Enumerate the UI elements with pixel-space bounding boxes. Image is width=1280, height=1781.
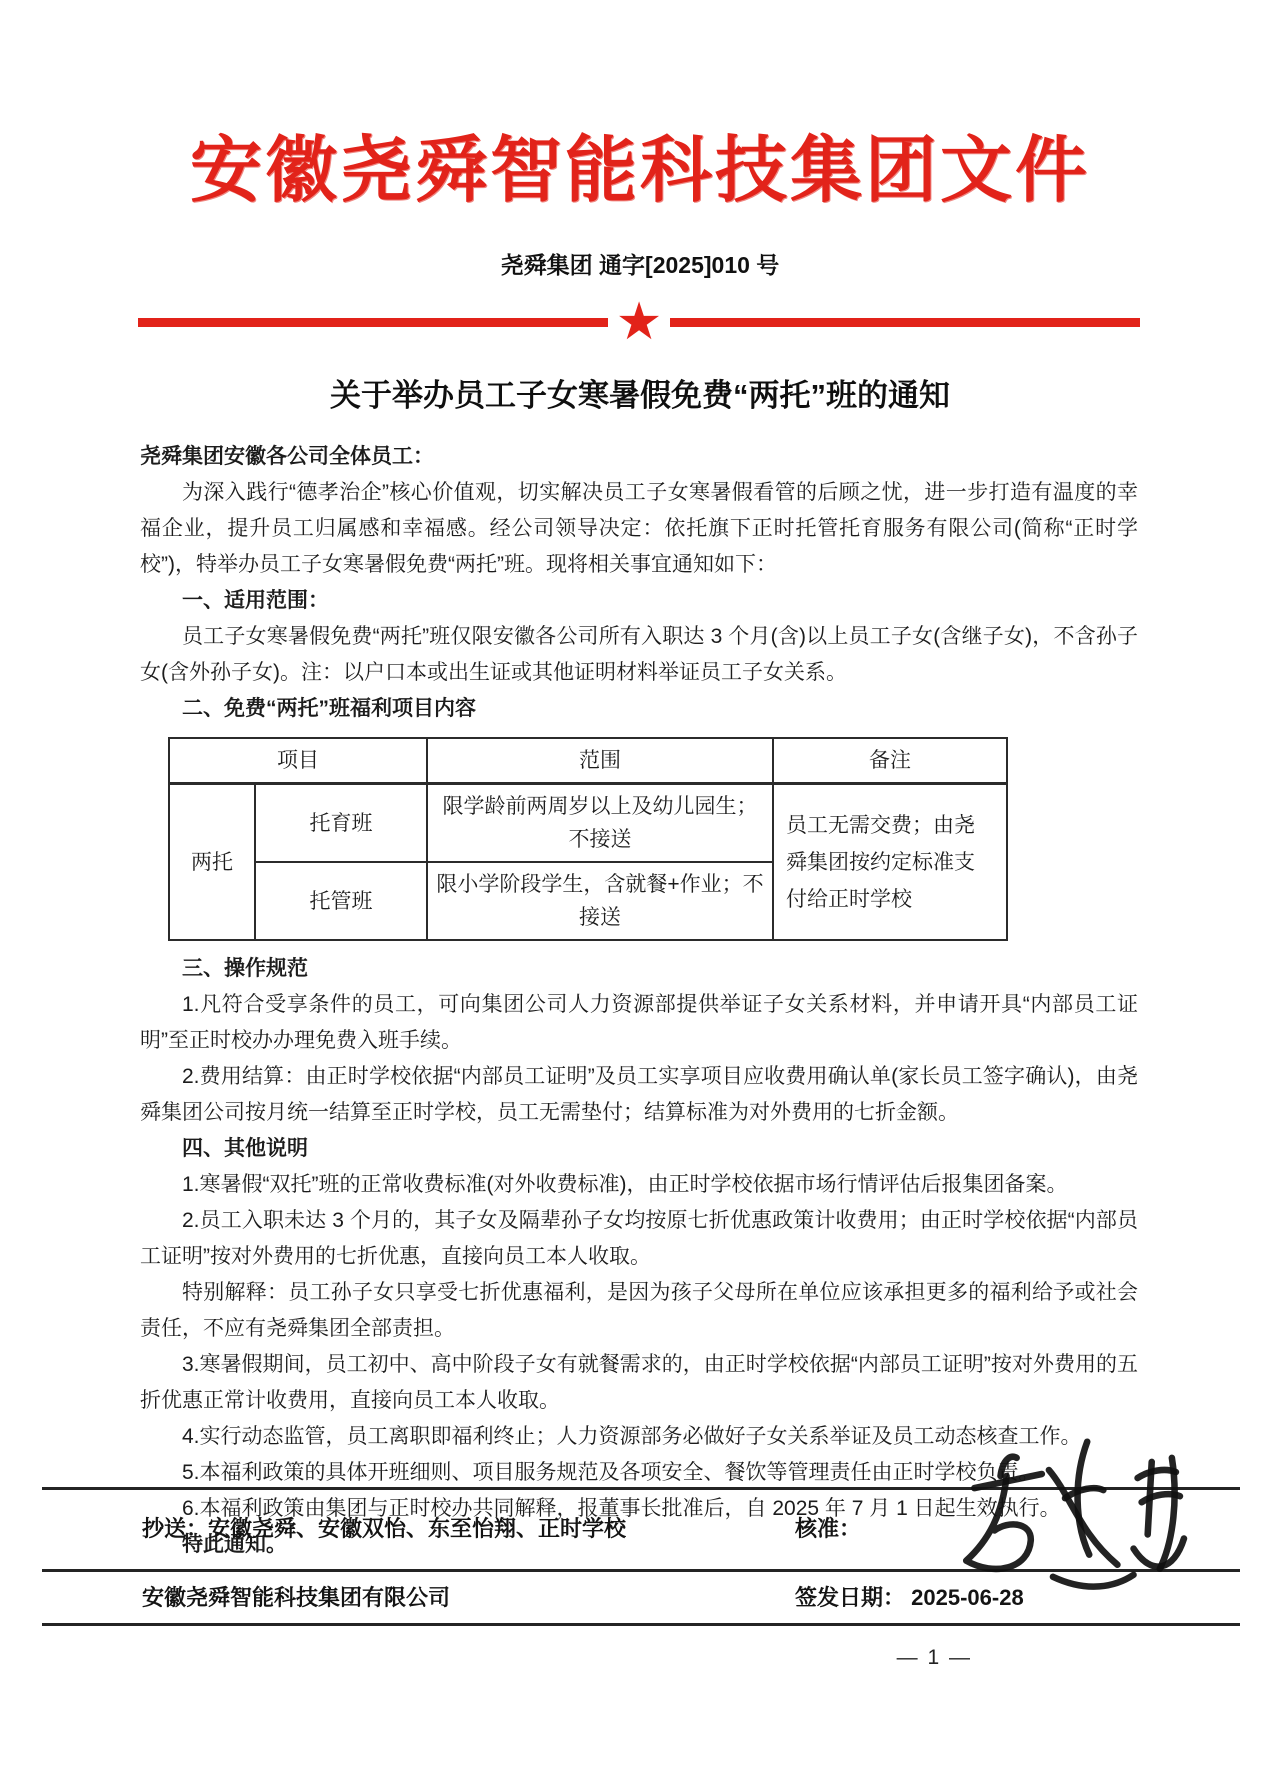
company-name: 安徽尧舜智能科技集团有限公司 xyxy=(142,1585,451,1610)
cc-row xyxy=(42,1490,1240,1569)
red-star-icon: ★ xyxy=(615,293,663,352)
red-divider-line-left xyxy=(138,318,608,327)
table-row xyxy=(169,784,1007,863)
section4-paragraph-5: 5.本福利政策的具体开班细则、项目服务规范及各项安全、餐饮等管理责任由正时学校负责。 xyxy=(182,1461,1040,1485)
table-cell-remark: 员工无需交费；由尧舜集团按约定标准支付给正时学校 xyxy=(773,784,1007,941)
issue-date-value: 2025-06-28 xyxy=(911,1585,1024,1610)
document-body xyxy=(140,439,1138,1563)
section4-paragraph-6: 6.本福利政策由集团与正时校办共同解释，报董事长批准后，自 2025 年 7 月 1 日起生效执行。 xyxy=(182,1497,1061,1521)
approval-label: 核准： xyxy=(795,1516,862,1541)
closing-line: 特此通知。 xyxy=(182,1533,287,1557)
section1-paragraph: 员工子女寒暑假免费“两托”班仅限安徽各公司所有入职达 3 个月(含)以上员工子女(含继子女)，不含孙子女(含外孙子女)。注：以户口本或出生证或其他证明材料举证员工子女关系。 xyxy=(140,625,1138,685)
table-cell-class-name: 托管班 xyxy=(255,862,427,940)
salutation: 尧舜集团安徽各公司全体员工： xyxy=(140,445,434,469)
section4-paragraph-4: 4.实行动态监管，员工离职即福利终止；人力资源部务必做好子女关系举证及员工动态核查工作。 xyxy=(182,1425,1082,1449)
section4-heading: 四、其他说明 xyxy=(182,1137,308,1161)
table-cell-scope: 限小学阶段学生，含就餐+作业；不接送 xyxy=(427,862,773,940)
document-number: 尧舜集团 通字[2025]010 号 xyxy=(500,252,780,279)
section1-heading: 一、适用范围： xyxy=(182,589,329,613)
table-group-label: 两托 xyxy=(169,784,255,941)
company-row xyxy=(42,1572,1240,1623)
section4-special-note: 特别解释：员工孙子女只享受七折优惠福利，是因为孩子父母所在单位应该承担更多的福利给予或社会责任，不应有尧舜集团全部责担。 xyxy=(140,1281,1138,1341)
section4-paragraph-2: 2.员工入职未达 3 个月的，其子女及隔辈孙子女均按原七折优惠政策计收费用；由正时学校依据“内部员工证明”按对外费用的七折优惠，直接向员工本人收取。 xyxy=(140,1209,1138,1269)
table-header-project: 项目 xyxy=(169,738,427,784)
section3-paragraph-1: 1.凡符合受享条件的员工，可向集团公司人力资源部提供举证子女关系材料，并申请开具“内部员工证明”至正时校办办理免费入班手续。 xyxy=(140,993,1138,1053)
cc-label: 抄送： xyxy=(142,1516,209,1541)
table-header-scope: 范围 xyxy=(427,738,773,784)
section2-heading: 二、免费“两托”班福利项目内容 xyxy=(182,697,476,721)
table-header-remark: 备注 xyxy=(773,738,1007,784)
section4-paragraph-3: 3.寒暑假期间，员工初中、高中阶段子女有就餐需求的，由正时学校依据“内部员工证明”按对外费用的五折优惠正常计收费用，直接向员工本人收取。 xyxy=(140,1353,1138,1413)
cc-names: 安徽尧舜、安徽双怡、东至怡翔、正时学校 xyxy=(208,1516,627,1541)
section3-heading: 三、操作规范 xyxy=(182,957,308,981)
intro-paragraph: 为深入践行“德孝治企”核心价值观，切实解决员工子女寒暑假看管的后顾之忧，进一步打造有温度的幸福企业，提升员工归属感和幸福感。经公司领导决定：依托旗下正时托管托育服务有限公司(简称“正时学校”)，特举办员工子女寒暑假免费“两托”班。现将相关事宜通知如下： xyxy=(140,481,1138,577)
table-cell-scope: 限学龄前两周岁以上及幼儿园生；不接送 xyxy=(427,784,773,863)
benefits-table xyxy=(168,737,1008,941)
issue-date xyxy=(795,1581,1240,1612)
page-number: — 1 — xyxy=(896,1646,972,1669)
document-footer xyxy=(42,1487,1240,1670)
red-divider xyxy=(138,293,1140,352)
letterhead-title: 安徽尧舜智能科技集团文件 xyxy=(189,131,1090,211)
section3-paragraph-2: 2.费用结算：由正时学校依据“内部员工证明”及员工实享项目应收费用确认单(家长员工签字确认)，由尧舜集团公司按月统一结算至正时学校，员工无需垫付；结算标准为对外费用的七折金额。 xyxy=(140,1065,1138,1125)
table-header-row xyxy=(169,738,1007,784)
issue-date-label: 签发日期： xyxy=(795,1585,906,1610)
section4-paragraph-1: 1.寒暑假“双托”班的正常收费标准(对外收费标准)，由正时学校依据市场行情评估后报集团备案。 xyxy=(182,1173,1068,1197)
red-divider-line-right xyxy=(670,318,1140,327)
table-cell-class-name: 托育班 xyxy=(255,784,427,863)
document-title: 关于举办员工子女寒暑假免费“两托”班的通知 xyxy=(330,378,950,414)
